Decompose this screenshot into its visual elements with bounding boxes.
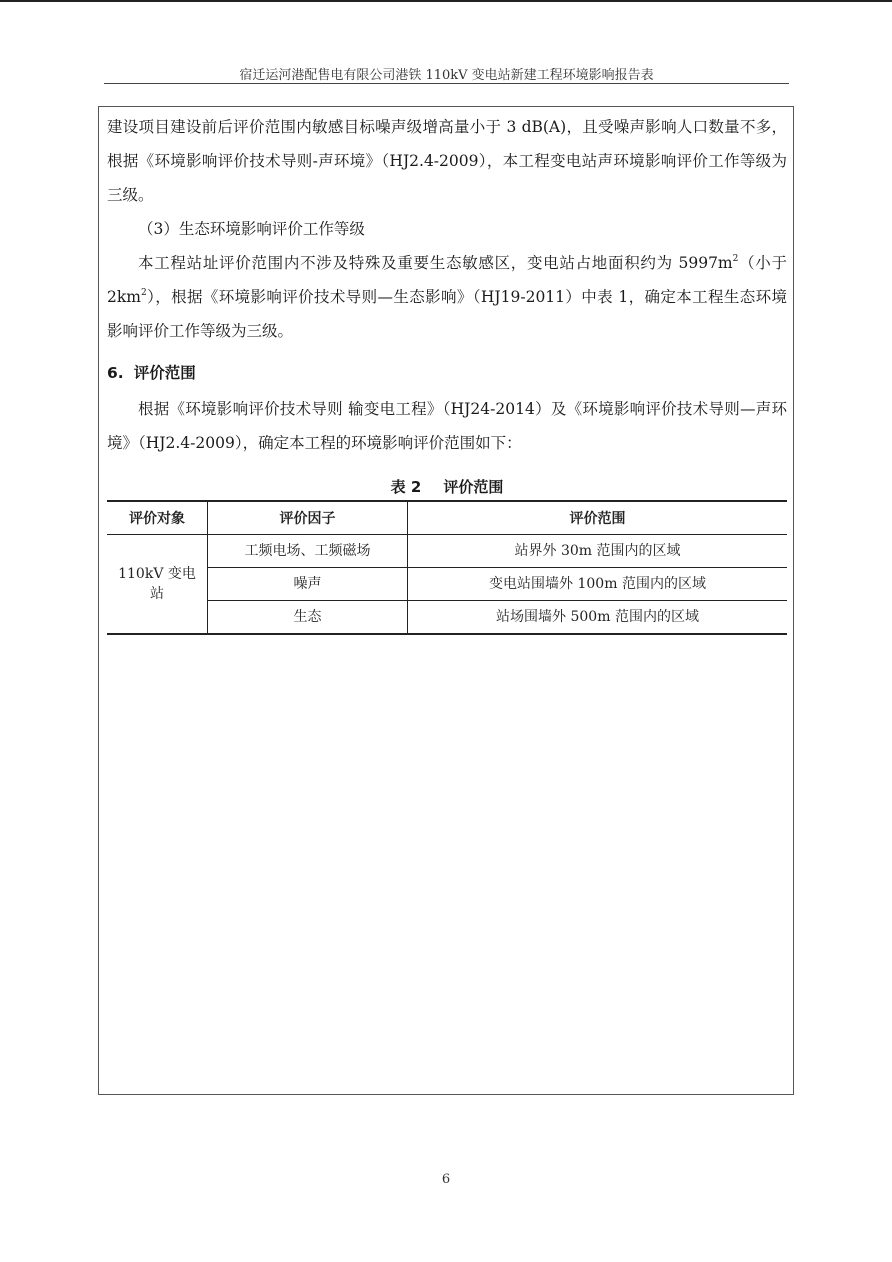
table-row	[107, 568, 787, 601]
factor-cell: 噪声	[208, 568, 408, 601]
section-title: 评价范围	[133, 364, 196, 382]
header-divider	[104, 83, 789, 84]
eco-text-part-1: 本工程站址评价范围内不涉及特殊及重要生态敏感区，变电站占地面积约为 5997m	[138, 254, 733, 272]
table-row	[107, 535, 787, 568]
eco-text-part-3: ），根据《环境影响评价技术导则—生态影响》（HJ19-2011）中表 1，确定本工程生态环境影响评价工作等级为三级。	[107, 288, 787, 340]
header-cell: 评价范围	[408, 501, 788, 535]
eco-subheading: （3）生态环境影响评价工作等级	[138, 220, 365, 238]
range-cell: 站界外 30m 范围内的区域	[408, 535, 788, 568]
running-header: 宿迁运河港配售电有限公司港铁 110kV 变电站新建工程环境影响报告表	[239, 68, 654, 83]
section-number: 6.	[107, 364, 124, 382]
superscript-2: 2	[140, 288, 147, 298]
scope-paragraph: 根据《环境影响评价技术导则 输变电工程》（HJ24-2014）及《环境影响评价技术导则—声环境》（HJ2.4-2009），确定本工程的环境影响评价范围如下：	[107, 400, 787, 452]
evaluation-range-table	[107, 500, 787, 635]
object-text: 110kV 变电站	[118, 566, 196, 602]
table-number: 表 2	[390, 478, 422, 496]
superscript-2: 2	[732, 254, 739, 264]
table-row	[107, 601, 787, 635]
eco-text-part-2: （小于 2km	[107, 254, 787, 306]
header-cell: 评价因子	[208, 501, 408, 535]
top-border-line	[0, 0, 892, 2]
factor-cell: 生态	[208, 601, 408, 635]
range-cell: 变电站围墙外 100m 范围内的区域	[408, 568, 788, 601]
object-cell	[107, 535, 208, 635]
main-content	[107, 110, 787, 460]
noise-level-paragraph: 建设项目建设前后评价范围内敏感目标噪声级增高量小于 3 dB(A)，且受噪声影响人口数量不多，根据《环境影响评价技术导则-声环境》（HJ2.4-2009），本工程变电站声环境影响评价工作等级为三级。	[107, 118, 787, 204]
range-cell: 站场围墙外 500m 范围内的区域	[408, 601, 788, 635]
page-number: 6	[441, 1172, 451, 1187]
eco-level-paragraph	[107, 246, 787, 348]
factor-cell: 工频电场、工频磁场	[208, 535, 408, 568]
table-caption	[107, 476, 787, 497]
header-cell: 评价对象	[107, 501, 208, 535]
table-header-row	[107, 501, 787, 535]
table-title: 评价范围	[443, 478, 504, 496]
section-heading	[107, 356, 787, 390]
